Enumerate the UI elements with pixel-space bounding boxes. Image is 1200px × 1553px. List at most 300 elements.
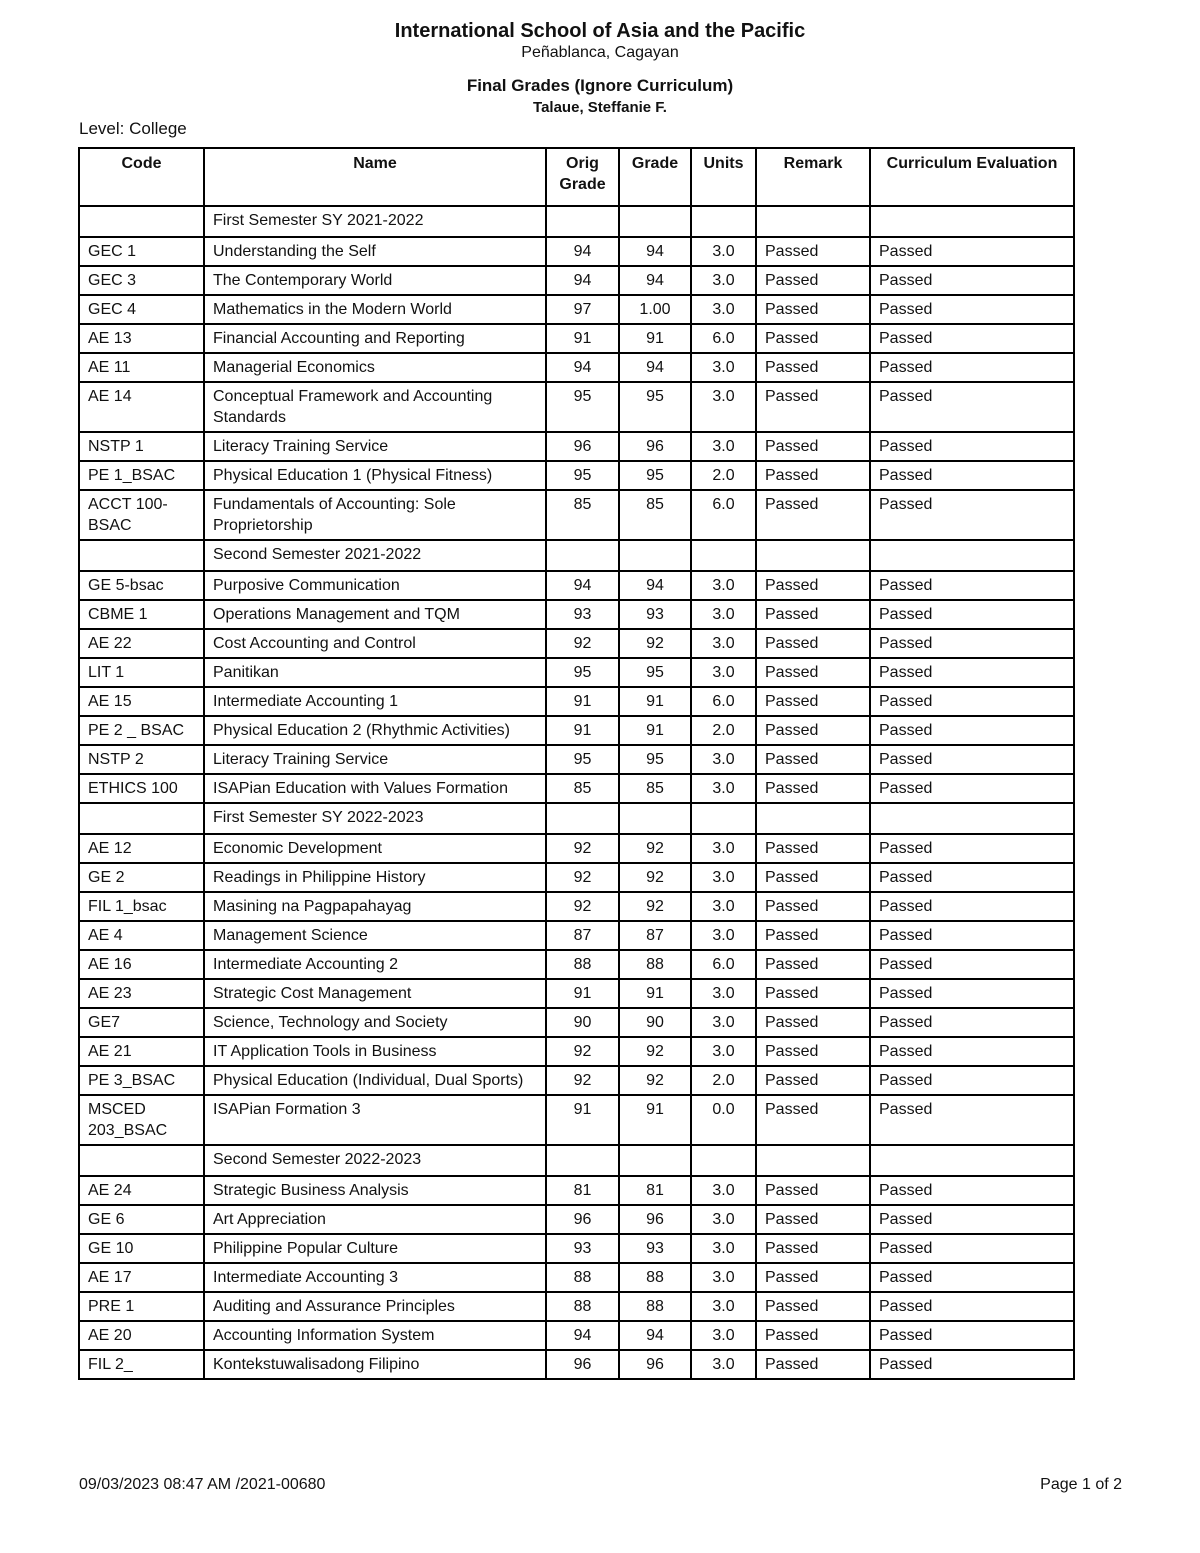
table-row (79, 716, 1074, 745)
curriculum-evaluation: Passed (870, 745, 1074, 774)
table-row (79, 1037, 1074, 1066)
course-code: AE 15 (79, 687, 204, 716)
column-header-orig-grade: Orig Grade (546, 148, 619, 206)
remark: Passed (756, 1321, 870, 1350)
remark: Passed (756, 1008, 870, 1037)
curriculum-evaluation: Passed (870, 834, 1074, 863)
orig-grade: 85 (546, 490, 619, 540)
curriculum-evaluation: Passed (870, 461, 1074, 490)
orig-grade: 91 (546, 716, 619, 745)
course-name: Kontekstuwalisadong Filipino (204, 1350, 546, 1379)
semester-grade-cell (619, 206, 691, 237)
semester-code-cell (79, 206, 204, 237)
student-name: Talaue, Steffanie F. (533, 99, 667, 116)
remark: Passed (756, 892, 870, 921)
course-name: Operations Management and TQM (204, 600, 546, 629)
remark: Passed (756, 834, 870, 863)
table-row (79, 1066, 1074, 1095)
units: 3.0 (691, 834, 756, 863)
grade: 85 (619, 774, 691, 803)
orig-grade: 95 (546, 461, 619, 490)
course-name: ISAPian Education with Values Formation (204, 774, 546, 803)
grade: 94 (619, 266, 691, 295)
orig-grade: 92 (546, 1037, 619, 1066)
semester-units-cell (691, 1145, 756, 1176)
table-row (79, 1234, 1074, 1263)
curriculum-evaluation: Passed (870, 1263, 1074, 1292)
curriculum-evaluation: Passed (870, 863, 1074, 892)
remark: Passed (756, 629, 870, 658)
semester-units-cell (691, 540, 756, 571)
curriculum-evaluation: Passed (870, 1037, 1074, 1066)
course-code: AE 24 (79, 1176, 204, 1205)
grade: 85 (619, 490, 691, 540)
units: 3.0 (691, 658, 756, 687)
table-row (79, 571, 1074, 600)
remark: Passed (756, 1095, 870, 1145)
course-code: FIL 2_ (79, 1350, 204, 1379)
grade: 94 (619, 237, 691, 266)
grade: 94 (619, 1321, 691, 1350)
units: 3.0 (691, 1292, 756, 1321)
level-label: Level: College (79, 119, 187, 138)
curriculum-evaluation: Passed (870, 1066, 1074, 1095)
curriculum-evaluation: Passed (870, 774, 1074, 803)
orig-grade: 91 (546, 979, 619, 1008)
course-code: AE 16 (79, 950, 204, 979)
course-code: NSTP 1 (79, 432, 204, 461)
orig-grade: 91 (546, 324, 619, 353)
course-name: Understanding the Self (204, 237, 546, 266)
table-row (79, 266, 1074, 295)
curriculum-evaluation: Passed (870, 571, 1074, 600)
course-name: Fundamentals of Accounting: Sole Proprietorship (204, 490, 546, 540)
column-header-grade: Grade (619, 148, 691, 206)
course-code: AE 13 (79, 324, 204, 353)
remark: Passed (756, 979, 870, 1008)
grade: 88 (619, 1263, 691, 1292)
remark: Passed (756, 295, 870, 324)
curriculum-evaluation: Passed (870, 1095, 1074, 1145)
units: 3.0 (691, 1176, 756, 1205)
curriculum-evaluation: Passed (870, 716, 1074, 745)
semester-label: First Semester SY 2021-2022 (204, 206, 546, 237)
units: 3.0 (691, 1350, 756, 1379)
table-row (79, 461, 1074, 490)
remark: Passed (756, 687, 870, 716)
units: 3.0 (691, 1263, 756, 1292)
course-name: Mathematics in the Modern World (204, 295, 546, 324)
semester-row (79, 540, 1074, 571)
orig-grade: 81 (546, 1176, 619, 1205)
curriculum-evaluation: Passed (870, 600, 1074, 629)
course-name: Purposive Communication (204, 571, 546, 600)
course-name: Financial Accounting and Reporting (204, 324, 546, 353)
remark: Passed (756, 921, 870, 950)
table-row (79, 382, 1074, 432)
orig-grade: 94 (546, 353, 619, 382)
curriculum-evaluation: Passed (870, 950, 1074, 979)
units: 3.0 (691, 295, 756, 324)
table-row (79, 834, 1074, 863)
course-name: Intermediate Accounting 1 (204, 687, 546, 716)
curriculum-evaluation: Passed (870, 687, 1074, 716)
orig-grade: 93 (546, 1234, 619, 1263)
grade: 92 (619, 834, 691, 863)
orig-grade: 97 (546, 295, 619, 324)
table-row (79, 892, 1074, 921)
remark: Passed (756, 716, 870, 745)
remark: Passed (756, 1066, 870, 1095)
column-header-name: Name (204, 148, 546, 206)
orig-grade: 92 (546, 629, 619, 658)
course-code: PE 1_BSAC (79, 461, 204, 490)
units: 0.0 (691, 1095, 756, 1145)
remark: Passed (756, 1292, 870, 1321)
curriculum-evaluation: Passed (870, 432, 1074, 461)
table-row (79, 921, 1074, 950)
column-header-curriculum-evaluation: Curriculum Evaluation (870, 148, 1074, 206)
curriculum-evaluation: Passed (870, 629, 1074, 658)
course-name: Physical Education 1 (Physical Fitness) (204, 461, 546, 490)
course-name: Literacy Training Service (204, 432, 546, 461)
units: 2.0 (691, 716, 756, 745)
units: 3.0 (691, 1321, 756, 1350)
course-code: CBME 1 (79, 600, 204, 629)
column-header-remark: Remark (756, 148, 870, 206)
units: 6.0 (691, 950, 756, 979)
orig-grade: 88 (546, 1263, 619, 1292)
curriculum-evaluation: Passed (870, 1008, 1074, 1037)
grade: 94 (619, 353, 691, 382)
document-title: Final Grades (Ignore Curriculum) (466, 76, 734, 95)
course-code: MSCED 203_BSAC (79, 1095, 204, 1145)
remark: Passed (756, 266, 870, 295)
units: 3.0 (691, 571, 756, 600)
remark: Passed (756, 745, 870, 774)
semester-orig-grade-cell (546, 1145, 619, 1176)
course-name: Intermediate Accounting 2 (204, 950, 546, 979)
remark: Passed (756, 1234, 870, 1263)
remark: Passed (756, 600, 870, 629)
orig-grade: 96 (546, 1350, 619, 1379)
orig-grade: 92 (546, 892, 619, 921)
semester-label: Second Semester 2021-2022 (204, 540, 546, 571)
grade: 92 (619, 629, 691, 658)
semester-code-cell (79, 540, 204, 571)
course-code: GE7 (79, 1008, 204, 1037)
units: 3.0 (691, 382, 756, 432)
table-row (79, 1350, 1074, 1379)
course-code: PE 3_BSAC (79, 1066, 204, 1095)
grade: 88 (619, 950, 691, 979)
curriculum-evaluation: Passed (870, 266, 1074, 295)
semester-label: Second Semester 2022-2023 (204, 1145, 546, 1176)
units: 3.0 (691, 892, 756, 921)
course-code: GE 10 (79, 1234, 204, 1263)
table-row (79, 863, 1074, 892)
semester-evaluation-cell (870, 540, 1074, 571)
units: 3.0 (691, 1008, 756, 1037)
semester-row (79, 803, 1074, 834)
course-code: NSTP 2 (79, 745, 204, 774)
course-code: AE 22 (79, 629, 204, 658)
units: 6.0 (691, 324, 756, 353)
course-name: Intermediate Accounting 3 (204, 1263, 546, 1292)
units: 3.0 (691, 863, 756, 892)
grade: 91 (619, 1095, 691, 1145)
curriculum-evaluation: Passed (870, 1292, 1074, 1321)
course-code: ETHICS 100 (79, 774, 204, 803)
print-timestamp: 09/03/2023 08:47 AM /2021-00680 (79, 1476, 326, 1493)
semester-grade-cell (619, 1145, 691, 1176)
table-row (79, 324, 1074, 353)
orig-grade: 94 (546, 237, 619, 266)
course-code: GEC 1 (79, 237, 204, 266)
grade: 93 (619, 600, 691, 629)
course-code: GEC 4 (79, 295, 204, 324)
semester-grade-cell (619, 540, 691, 571)
units: 3.0 (691, 600, 756, 629)
table-row (79, 353, 1074, 382)
table-row (79, 979, 1074, 1008)
table-row (79, 1321, 1074, 1350)
course-name: Accounting Information System (204, 1321, 546, 1350)
grade: 92 (619, 863, 691, 892)
orig-grade: 88 (546, 1292, 619, 1321)
units: 3.0 (691, 237, 756, 266)
grade: 90 (619, 1008, 691, 1037)
curriculum-evaluation: Passed (870, 1176, 1074, 1205)
course-code: PE 2 _ BSAC (79, 716, 204, 745)
grade: 91 (619, 324, 691, 353)
remark: Passed (756, 432, 870, 461)
course-code: GE 2 (79, 863, 204, 892)
units: 3.0 (691, 629, 756, 658)
curriculum-evaluation: Passed (870, 892, 1074, 921)
curriculum-evaluation: Passed (870, 658, 1074, 687)
grade: 91 (619, 687, 691, 716)
course-name: Cost Accounting and Control (204, 629, 546, 658)
remark: Passed (756, 353, 870, 382)
table-row (79, 1095, 1074, 1145)
course-code: GEC 3 (79, 266, 204, 295)
grade: 92 (619, 892, 691, 921)
table-row (79, 295, 1074, 324)
orig-grade: 94 (546, 1321, 619, 1350)
units: 3.0 (691, 432, 756, 461)
page-number: Page 1 of 2 (1040, 1476, 1122, 1493)
orig-grade: 92 (546, 863, 619, 892)
table-header-row (79, 148, 1074, 206)
table-row (79, 1205, 1074, 1234)
semester-evaluation-cell (870, 803, 1074, 834)
units: 3.0 (691, 353, 756, 382)
orig-grade: 96 (546, 1205, 619, 1234)
course-code: ACCT 100-BSAC (79, 490, 204, 540)
orig-grade: 95 (546, 382, 619, 432)
course-name: Masining na Pagpapahayag (204, 892, 546, 921)
grade: 81 (619, 1176, 691, 1205)
semester-evaluation-cell (870, 1145, 1074, 1176)
curriculum-evaluation: Passed (870, 382, 1074, 432)
remark: Passed (756, 658, 870, 687)
grade: 95 (619, 745, 691, 774)
course-code: AE 23 (79, 979, 204, 1008)
course-code: GE 5-bsac (79, 571, 204, 600)
curriculum-evaluation: Passed (870, 324, 1074, 353)
orig-grade: 94 (546, 266, 619, 295)
orig-grade: 88 (546, 950, 619, 979)
remark: Passed (756, 324, 870, 353)
grade: 96 (619, 1205, 691, 1234)
grade: 93 (619, 1234, 691, 1263)
course-code: LIT 1 (79, 658, 204, 687)
semester-remark-cell (756, 540, 870, 571)
orig-grade: 85 (546, 774, 619, 803)
units: 3.0 (691, 921, 756, 950)
remark: Passed (756, 490, 870, 540)
grades-table-body (79, 206, 1074, 1379)
table-row (79, 1292, 1074, 1321)
grade: 92 (619, 1037, 691, 1066)
course-code: AE 17 (79, 1263, 204, 1292)
grade: 94 (619, 571, 691, 600)
orig-grade: 92 (546, 834, 619, 863)
units: 2.0 (691, 461, 756, 490)
units: 2.0 (691, 1066, 756, 1095)
orig-grade: 95 (546, 658, 619, 687)
column-header-code: Code (79, 148, 204, 206)
course-name: Panitikan (204, 658, 546, 687)
curriculum-evaluation: Passed (870, 921, 1074, 950)
units: 3.0 (691, 774, 756, 803)
remark: Passed (756, 1350, 870, 1379)
table-row (79, 1263, 1074, 1292)
school-name: International School of Asia and the Pacific (394, 20, 806, 42)
course-name: Conceptual Framework and Accounting Standards (204, 382, 546, 432)
remark: Passed (756, 1205, 870, 1234)
course-name: Strategic Business Analysis (204, 1176, 546, 1205)
remark: Passed (756, 863, 870, 892)
grade: 1.00 (619, 295, 691, 324)
school-location: Peñablanca, Cagayan (521, 44, 679, 61)
semester-code-cell (79, 1145, 204, 1176)
semester-orig-grade-cell (546, 803, 619, 834)
course-name: Science, Technology and Society (204, 1008, 546, 1037)
table-row (79, 687, 1074, 716)
grade: 91 (619, 716, 691, 745)
table-row (79, 658, 1074, 687)
semester-remark-cell (756, 206, 870, 237)
course-name: Economic Development (204, 834, 546, 863)
orig-grade: 92 (546, 1066, 619, 1095)
units: 3.0 (691, 1205, 756, 1234)
course-code: PRE 1 (79, 1292, 204, 1321)
course-code: GE 6 (79, 1205, 204, 1234)
remark: Passed (756, 382, 870, 432)
course-name: Physical Education 2 (Rhythmic Activities) (204, 716, 546, 745)
grade: 87 (619, 921, 691, 950)
table-row (79, 490, 1074, 540)
course-code: AE 14 (79, 382, 204, 432)
grade: 95 (619, 658, 691, 687)
orig-grade: 91 (546, 1095, 619, 1145)
semester-remark-cell (756, 803, 870, 834)
course-name: Philippine Popular Culture (204, 1234, 546, 1263)
course-name: Management Science (204, 921, 546, 950)
curriculum-evaluation: Passed (870, 295, 1074, 324)
semester-row (79, 206, 1074, 237)
course-name: Managerial Economics (204, 353, 546, 382)
curriculum-evaluation: Passed (870, 1350, 1074, 1379)
table-row (79, 1176, 1074, 1205)
grade: 96 (619, 432, 691, 461)
units: 6.0 (691, 490, 756, 540)
units: 6.0 (691, 687, 756, 716)
course-name: The Contemporary World (204, 266, 546, 295)
grade: 88 (619, 1292, 691, 1321)
table-row (79, 745, 1074, 774)
course-name: Literacy Training Service (204, 745, 546, 774)
semester-units-cell (691, 803, 756, 834)
column-header-units: Units (691, 148, 756, 206)
table-row (79, 950, 1074, 979)
course-name: Strategic Cost Management (204, 979, 546, 1008)
semester-remark-cell (756, 1145, 870, 1176)
orig-grade: 91 (546, 687, 619, 716)
orig-grade: 90 (546, 1008, 619, 1037)
semester-row (79, 1145, 1074, 1176)
semester-orig-grade-cell (546, 540, 619, 571)
course-name: Readings in Philippine History (204, 863, 546, 892)
curriculum-evaluation: Passed (870, 1234, 1074, 1263)
course-name: ISAPian Formation 3 (204, 1095, 546, 1145)
orig-grade: 96 (546, 432, 619, 461)
course-code: AE 12 (79, 834, 204, 863)
table-row (79, 1008, 1074, 1037)
grade: 95 (619, 461, 691, 490)
table-row (79, 237, 1074, 266)
curriculum-evaluation: Passed (870, 490, 1074, 540)
semester-code-cell (79, 803, 204, 834)
course-code: AE 20 (79, 1321, 204, 1350)
orig-grade: 87 (546, 921, 619, 950)
semester-grade-cell (619, 803, 691, 834)
curriculum-evaluation: Passed (870, 1321, 1074, 1350)
grade: 96 (619, 1350, 691, 1379)
grade: 92 (619, 1066, 691, 1095)
semester-orig-grade-cell (546, 206, 619, 237)
table-row (79, 629, 1074, 658)
course-code: AE 21 (79, 1037, 204, 1066)
course-name: Art Appreciation (204, 1205, 546, 1234)
table-row (79, 600, 1074, 629)
orig-grade: 94 (546, 571, 619, 600)
units: 3.0 (691, 1234, 756, 1263)
units: 3.0 (691, 266, 756, 295)
course-code: AE 11 (79, 353, 204, 382)
remark: Passed (756, 1176, 870, 1205)
curriculum-evaluation: Passed (870, 1205, 1074, 1234)
remark: Passed (756, 950, 870, 979)
semester-units-cell (691, 206, 756, 237)
remark: Passed (756, 237, 870, 266)
remark: Passed (756, 571, 870, 600)
grade: 91 (619, 979, 691, 1008)
semester-evaluation-cell (870, 206, 1074, 237)
orig-grade: 95 (546, 745, 619, 774)
